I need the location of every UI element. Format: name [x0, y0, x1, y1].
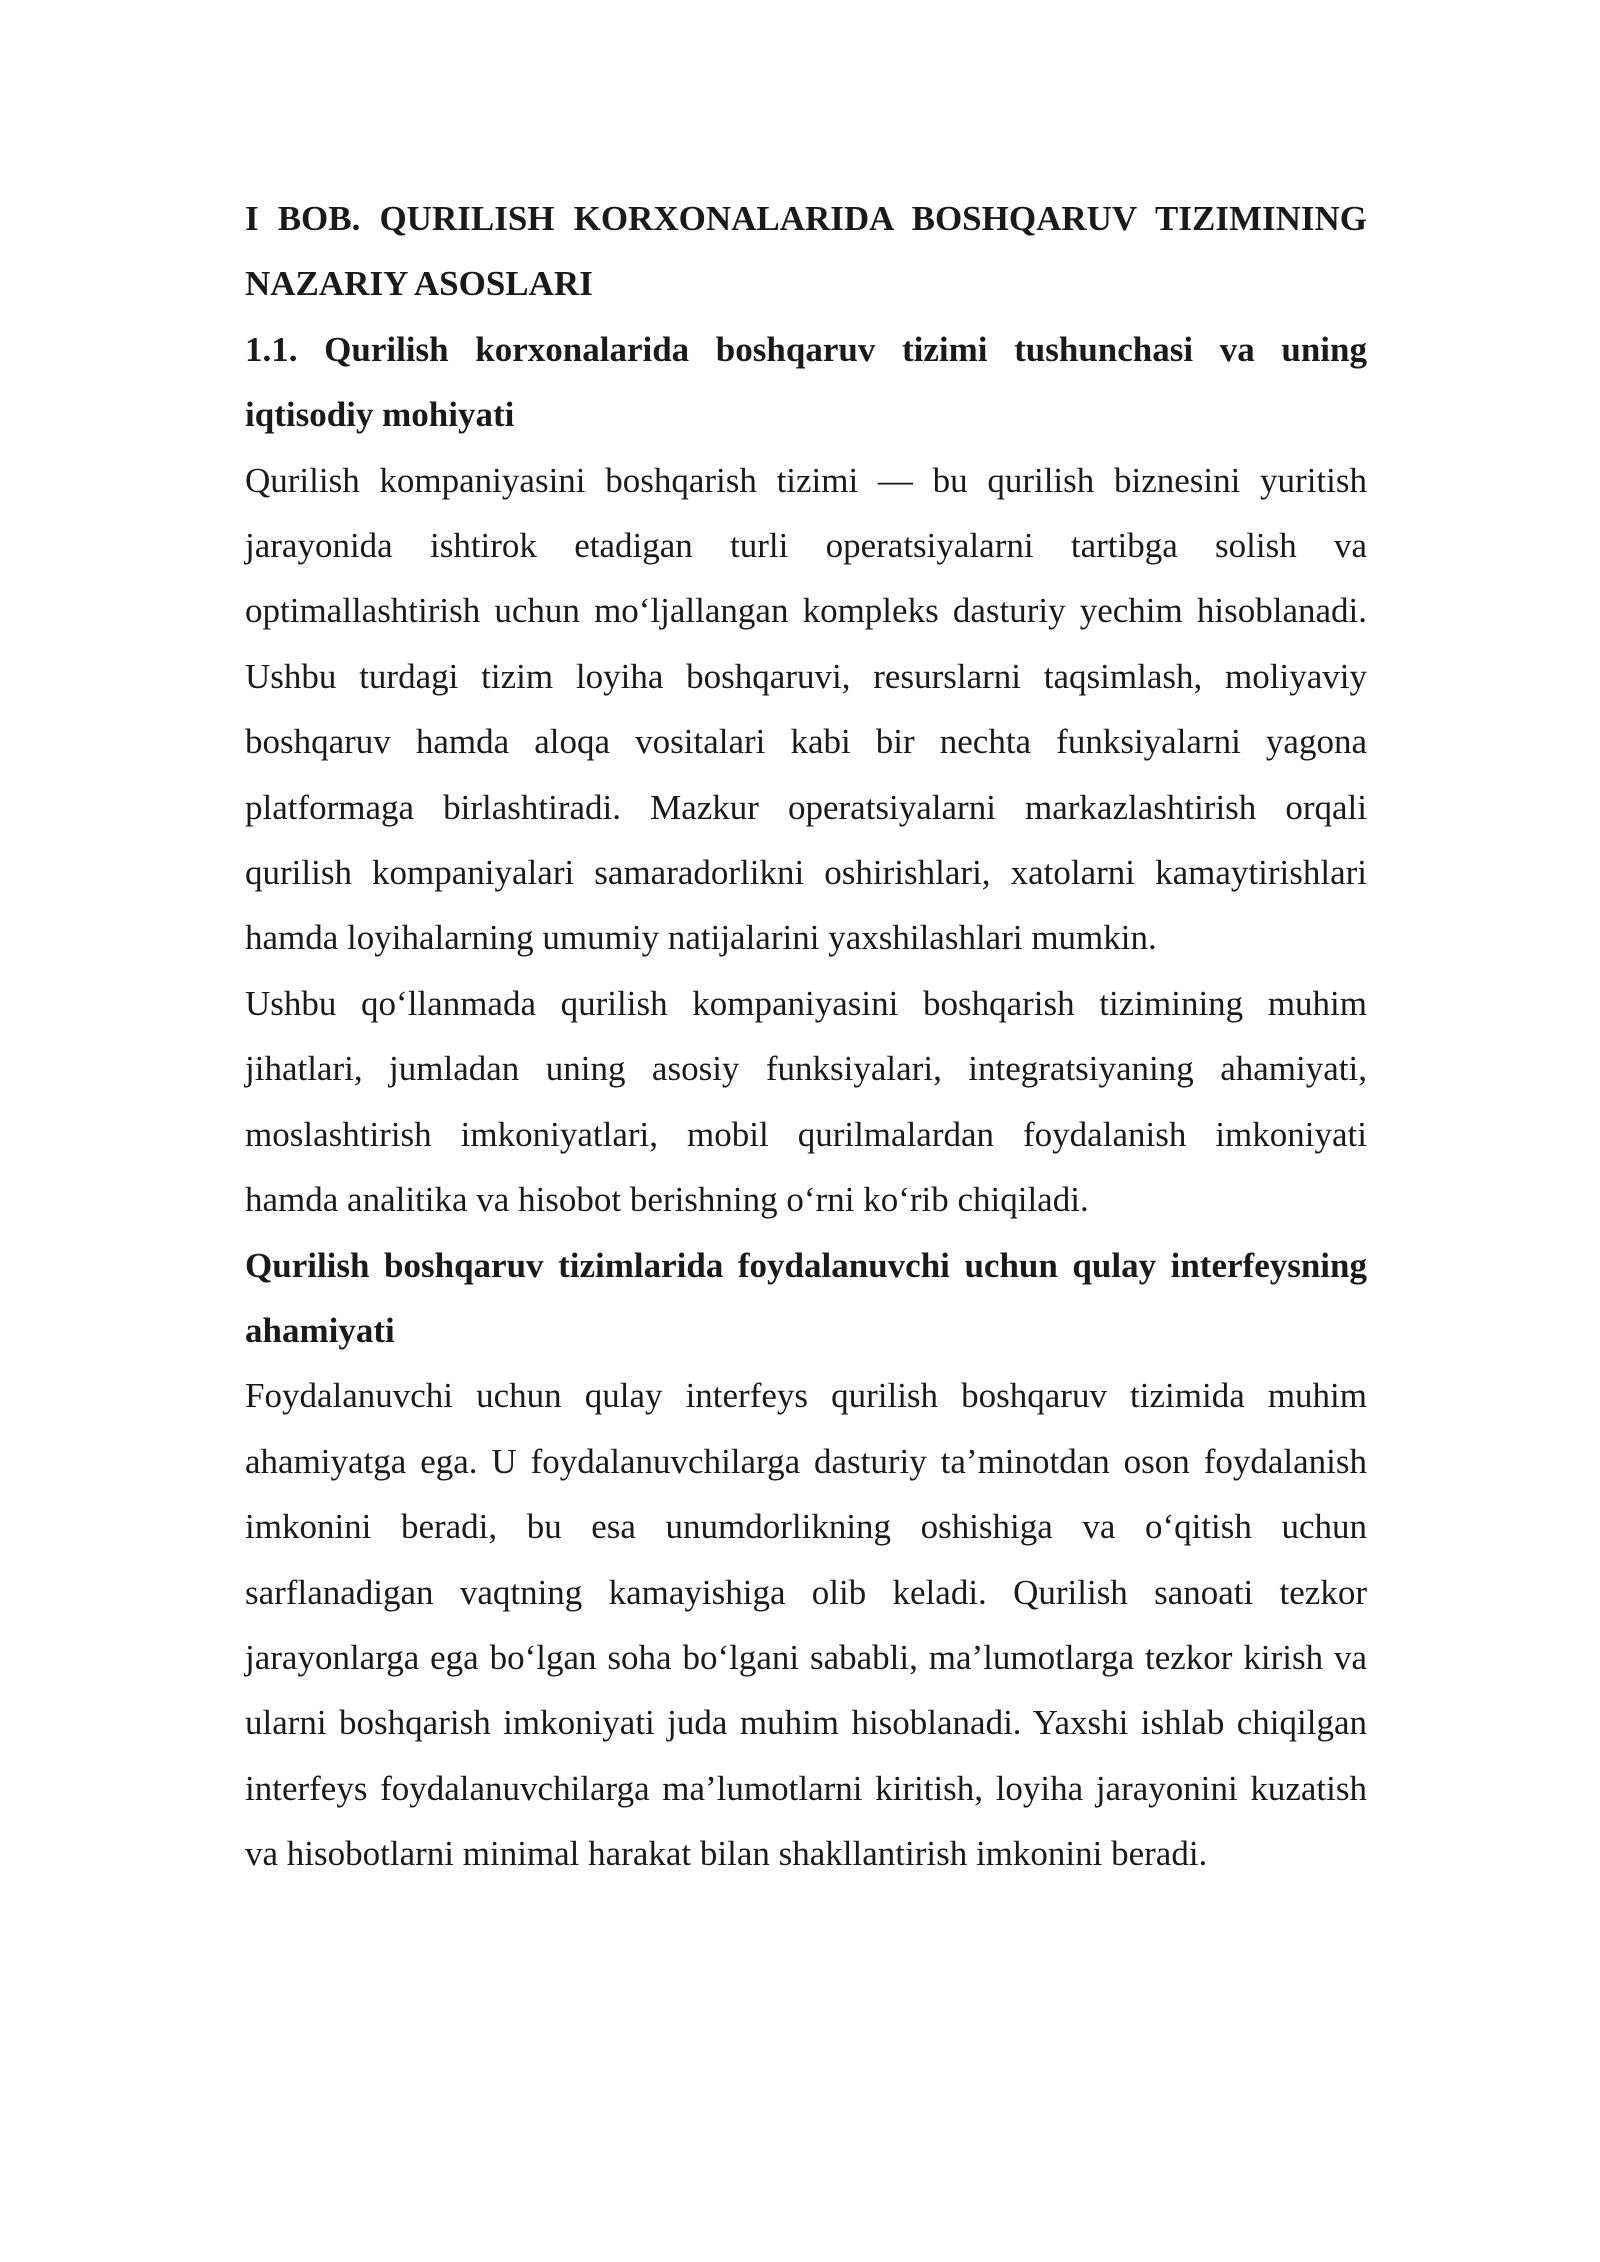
chapter-title: I BOB. QURILISH KORXONALARIDA BOSHQARUV TIZIMINING NAZARIY ASOSLARI — [245, 199, 1367, 304]
subheading: Qurilish boshqaruv tizimlarida foydalanuvchi uchun qulay interfeysning ahamiyati — [245, 1245, 1367, 1350]
body-paragraph: Foydalanuvchi uchun qulay interfeys qurilish boshqaruv tizimida muhim ahamiyatga ega. U foydalanuvchilarga dasturiy ta’minotdan oson foydalanish imkonini beradi, bu esa unumdorlikning oshishiga va o‘qitish uchun sarflanadigan vaqtning kamayishiga olib keladi. Qurilish sanoati tezkor jarayonlarga ega bo‘lgan soha bo‘lgani sababli, ma’lumotlarga tezkor kirish va ularni boshqarish imkoniyati juda muhim hisoblanadi. Yaxshi ishlab chiqilgan interfeys foydalanuvchilarga ma’lumotlarni kiritish, loyiha jarayonini kuzatish va hisobotlarni minimal harakat bilan shakllantirish imkonini beradi. — [245, 1376, 1367, 1874]
body-paragraph: Qurilish kompaniyasini boshqarish tizimi — bu qurilish biznesini yuritish jarayonida ishtirok etadigan turli operatsiyalarni tartibga solish va optimallashtirish uchun mo‘ljallangan kompleks dasturiy yechim hisoblanadi. Ushbu turdagi tizim loyiha boshqaruvi, resurslarni taqsimlash, moliyaviy boshqaruv hamda aloqa vositalari kabi bir nechta funksiyalarni yagona platformaga birlashtiradi. Mazkur operatsiyalarni markazlashtirish orqali qurilish kompaniyalari samaradorlikni oshirishlari, xatolarni kamaytirishlari hamda loyihalarning umumiy natijalarini yaxshilashlari mumkin. — [245, 460, 1367, 958]
body-paragraph: Ushbu qo‘llanmada qurilish kompaniyasini boshqarish tizimining muhim jihatlari, jumladan uning asosiy funksiyalari, integratsiyaning ahamiyati, moslashtirish imkoniyatlari, mobil qurilmalardan foydalanish imkoniyati hamda analitika va hisobot berishning o‘rni ko‘rib chiqiladi. — [245, 983, 1367, 1220]
section-title: 1.1. Qurilish korxonalarida boshqaruv tizimi tushunchasi va uning iqtisodiy mohiyati — [245, 329, 1367, 435]
document-page — [245, 186, 1367, 1887]
